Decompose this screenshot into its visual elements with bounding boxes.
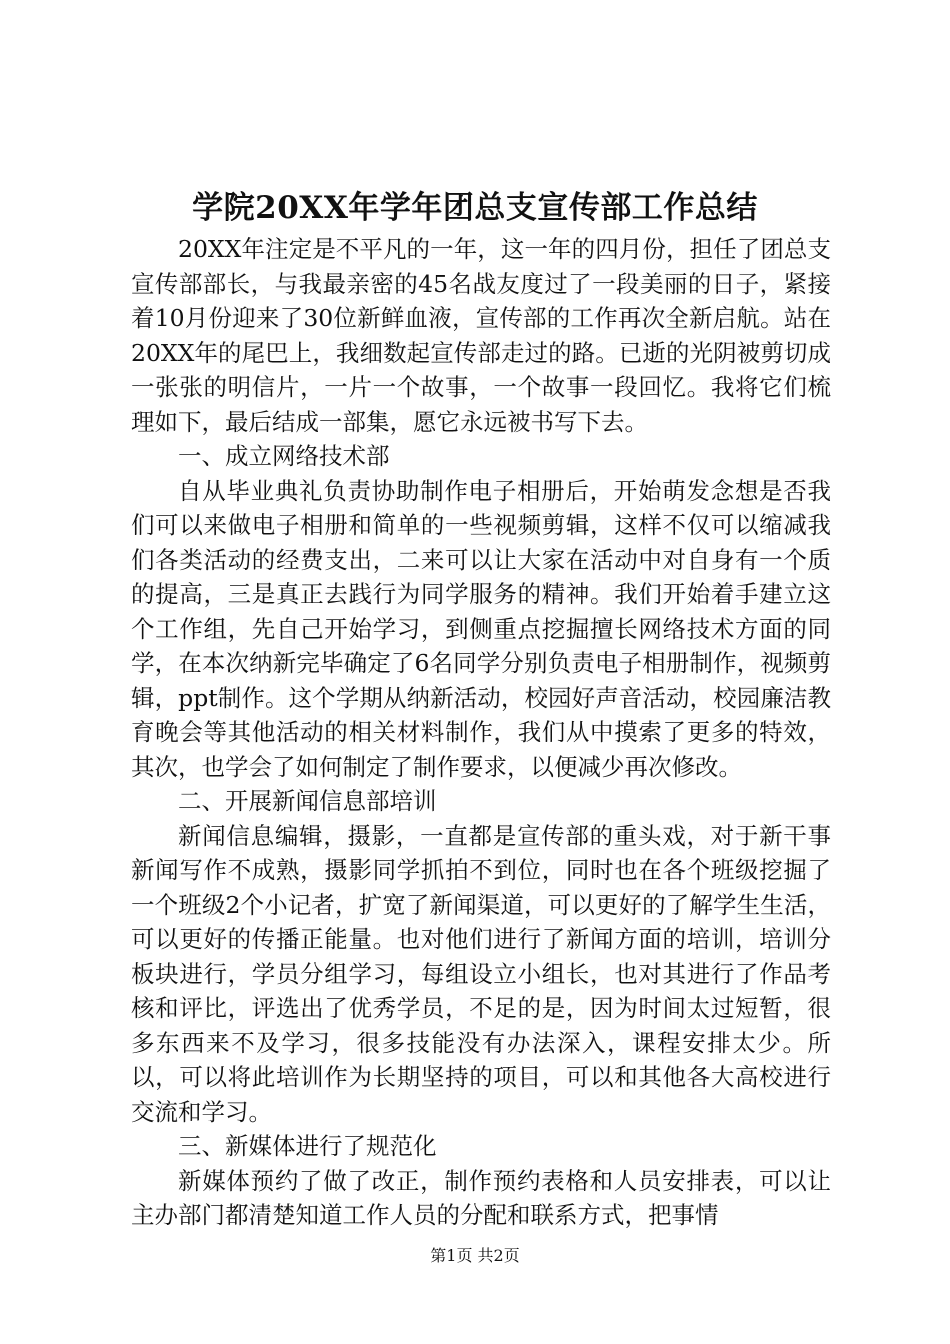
- new-media-paragraph: 新媒体预约了做了改正，制作预约表格和人员安排表，可以让主办部门都清楚知道工作人员的分配和联系方式，把事情: [131, 1166, 831, 1229]
- section-heading-new-media: 三、新媒体进行了规范化: [178, 1132, 437, 1160]
- section-heading-network-tech: 一、成立网络技术部: [178, 442, 390, 470]
- page-footer: 第1页 共2页: [430, 1246, 520, 1265]
- document-title: 学院20XX年学年团总支宣传部工作总结: [192, 190, 758, 226]
- document-body: [131, 232, 831, 1233]
- news-training-paragraph: 新闻信息编辑，摄影，一直都是宣传部的重头戏，对于新干事新闻写作不成熟，摄影同学抓拍不到位，同时也在各个班级挖掘了一个班级2个小记者，扩宽了新闻渠道，可以更好的了解学生生活，可以更好的传播正能量。也对他们进行了新闻方面的培训，培训分板块进行，学员分组学习，每组设立小组长，也对其进行了作品考核和评比，评选出了优秀学员，不足的是，因为时间太过短暂，很多东西来不及学习，很多技能没有办法深入，课程安排太少。所以，可以将此培训作为长期坚持的项目，可以和其他各大高校进行交流和学习。: [131, 821, 831, 1126]
- intro-paragraph: 20XX年注定是不平凡的一年，这一年的四月份，担任了团总支宣传部部长，与我最亲密的45名战友度过了一段美丽的日子，紧接着10月份迎来了30位新鲜血液，宣传部的工作再次全新启航。站在20XX年的尾巴上，我细数起宣传部走过的路。已逝的光阴被剪切成一张张的明信片，一片一个故事，一个故事一段回忆。我将它们梳理如下，最后结成一部集，愿它永远被书写下去。: [131, 235, 831, 436]
- section-heading-news-training: 二、开展新闻信息部培训: [178, 787, 437, 815]
- network-tech-paragraph: 自从毕业典礼负责协助制作电子相册后，开始萌发念想是否我们可以来做电子相册和简单的一些视频剪辑，这样不仅可以缩减我们各类活动的经费支出，二来可以让大家在活动中对自身有一个质的提高，三是真正去践行为同学服务的精神。我们开始着手建立这个工作组，先自己开始学习，到侧重点挖掘擅长网络技术方面的同学，在本次纳新完毕确定了6名同学分别负责电子相册制作，视频剪辑，ppt制作。这个学期从纳新活动，校园好声音活动，校园廉洁教育晚会等其他活动的相关材料制作，我们从中摸索了更多的特效，其次，也学会了如何制定了制作要求，以便减少再次修改。: [131, 476, 831, 781]
